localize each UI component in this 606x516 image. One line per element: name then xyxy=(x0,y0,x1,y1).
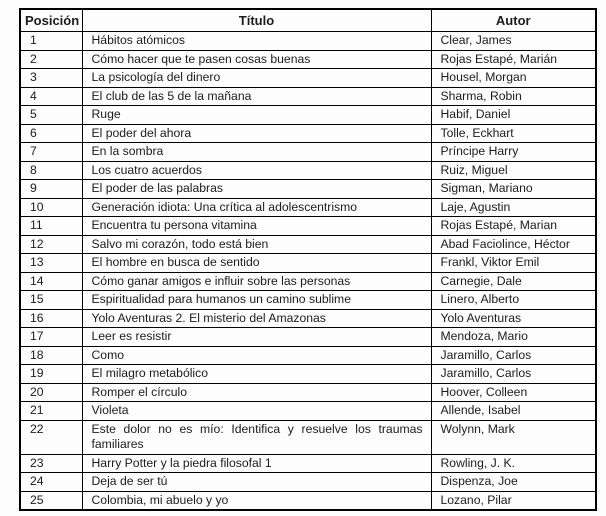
table-row xyxy=(20,454,596,473)
title-cell: Generación idiota: Una crítica al adolescentrismo xyxy=(82,198,431,217)
title-cell: Colombia, mi abuelo y yo xyxy=(82,491,431,510)
position-cell: 14 xyxy=(20,272,82,291)
author-cell: Housel, Morgan xyxy=(431,69,596,88)
table-row xyxy=(20,124,596,143)
table-row xyxy=(20,217,596,236)
position-cell: 2 xyxy=(20,50,82,69)
author-cell: Príncipe Harry xyxy=(431,143,596,162)
table-row xyxy=(20,383,596,402)
title-cell: El poder de las palabras xyxy=(82,180,431,199)
title-cell: La psicología del dinero xyxy=(82,69,431,88)
position-cell: 7 xyxy=(20,143,82,162)
position-cell: 17 xyxy=(20,328,82,347)
author-cell: Hoover, Colleen xyxy=(431,383,596,402)
position-cell: 6 xyxy=(20,124,82,143)
table-header xyxy=(20,9,596,32)
table-row xyxy=(20,346,596,365)
header-titulo: Título xyxy=(82,9,431,32)
table-row xyxy=(20,420,596,454)
position-cell: 4 xyxy=(20,87,82,106)
title-cell: Leer es resistir xyxy=(82,328,431,347)
author-cell: Lozano, Pilar xyxy=(431,491,596,510)
table-row xyxy=(20,161,596,180)
position-cell: 5 xyxy=(20,106,82,125)
author-cell: Ruiz, Miguel xyxy=(431,161,596,180)
author-cell: Abad Faciolince, Héctor xyxy=(431,235,596,254)
table-row xyxy=(20,473,596,492)
author-cell: Clear, James xyxy=(431,32,596,51)
author-cell: Habif, Daniel xyxy=(431,106,596,125)
position-cell: 22 xyxy=(20,420,82,454)
title-cell: Violeta xyxy=(82,402,431,421)
position-cell: 1 xyxy=(20,32,82,51)
author-cell: Sharma, Robin xyxy=(431,87,596,106)
title-cell: Encuentra tu persona vitamina xyxy=(82,217,431,236)
author-cell: Rowling, J. K. xyxy=(431,454,596,473)
author-cell: Jaramillo, Carlos xyxy=(431,365,596,384)
bestseller-table xyxy=(19,8,597,511)
author-cell: Jaramillo, Carlos xyxy=(431,346,596,365)
title-cell: Este dolor no es mío: Identifica y resuelve los traumas familiares xyxy=(82,420,431,454)
author-cell: Dispenza, Joe xyxy=(431,473,596,492)
title-cell: Espiritualidad para humanos un camino sublime xyxy=(82,291,431,310)
position-cell: 20 xyxy=(20,383,82,402)
table-body xyxy=(20,32,596,511)
author-cell: Tolle, Eckhart xyxy=(431,124,596,143)
table-row xyxy=(20,365,596,384)
table-row xyxy=(20,106,596,125)
position-cell: 24 xyxy=(20,473,82,492)
title-cell: Cómo ganar amigos e influir sobre las personas xyxy=(82,272,431,291)
table-row xyxy=(20,32,596,51)
title-cell: Romper el círculo xyxy=(82,383,431,402)
table-row xyxy=(20,198,596,217)
title-cell: Harry Potter y la piedra filosofal 1 xyxy=(82,454,431,473)
header-autor: Autor xyxy=(431,9,596,32)
title-cell: El milagro metabólico xyxy=(82,365,431,384)
author-cell: Wolynn, Mark xyxy=(431,420,596,454)
table-row xyxy=(20,69,596,88)
table-row xyxy=(20,254,596,273)
title-cell: Los cuatro acuerdos xyxy=(82,161,431,180)
position-cell: 10 xyxy=(20,198,82,217)
title-cell: Hábitos atómicos xyxy=(82,32,431,51)
author-cell: Yolo Aventuras xyxy=(431,309,596,328)
position-cell: 21 xyxy=(20,402,82,421)
title-cell: Deja de ser tú xyxy=(82,473,431,492)
author-cell: Linero, Alberto xyxy=(431,291,596,310)
table-row xyxy=(20,309,596,328)
position-cell: 8 xyxy=(20,161,82,180)
title-cell: Salvo mi corazón, todo está bien xyxy=(82,235,431,254)
position-cell: 15 xyxy=(20,291,82,310)
position-cell: 18 xyxy=(20,346,82,365)
author-cell: Sigman, Mariano xyxy=(431,180,596,199)
title-cell: Como xyxy=(82,346,431,365)
position-cell: 11 xyxy=(20,217,82,236)
header-posicion: Posición xyxy=(20,9,82,32)
position-cell: 16 xyxy=(20,309,82,328)
author-cell: Laje, Agustin xyxy=(431,198,596,217)
position-cell: 12 xyxy=(20,235,82,254)
position-cell: 19 xyxy=(20,365,82,384)
title-cell: Cómo hacer que te pasen cosas buenas xyxy=(82,50,431,69)
title-cell: El poder del ahora xyxy=(82,124,431,143)
author-cell: Carnegie, Dale xyxy=(431,272,596,291)
table-row xyxy=(20,143,596,162)
title-cell: En la sombra xyxy=(82,143,431,162)
title-cell: Ruge xyxy=(82,106,431,125)
table-row xyxy=(20,291,596,310)
table-row xyxy=(20,402,596,421)
title-cell: Yolo Aventuras 2. El misterio del Amazonas xyxy=(82,309,431,328)
table-row xyxy=(20,328,596,347)
author-cell: Frankl, Viktor Emil xyxy=(431,254,596,273)
author-cell: Allende, Isabel xyxy=(431,402,596,421)
author-cell: Mendoza, Mario xyxy=(431,328,596,347)
author-cell: Rojas Estapé, Marián xyxy=(431,50,596,69)
table-row xyxy=(20,87,596,106)
position-cell: 13 xyxy=(20,254,82,273)
author-cell: Rojas Estapé, Marian xyxy=(431,217,596,236)
table-row xyxy=(20,50,596,69)
title-cell: El hombre en busca de sentido xyxy=(82,254,431,273)
position-cell: 23 xyxy=(20,454,82,473)
title-cell: El club de las 5 de la mañana xyxy=(82,87,431,106)
header-row xyxy=(20,9,596,32)
table-row xyxy=(20,272,596,291)
table-row xyxy=(20,491,596,510)
position-cell: 3 xyxy=(20,69,82,88)
position-cell: 25 xyxy=(20,491,82,510)
position-cell: 9 xyxy=(20,180,82,199)
table-row xyxy=(20,235,596,254)
table-row xyxy=(20,180,596,199)
